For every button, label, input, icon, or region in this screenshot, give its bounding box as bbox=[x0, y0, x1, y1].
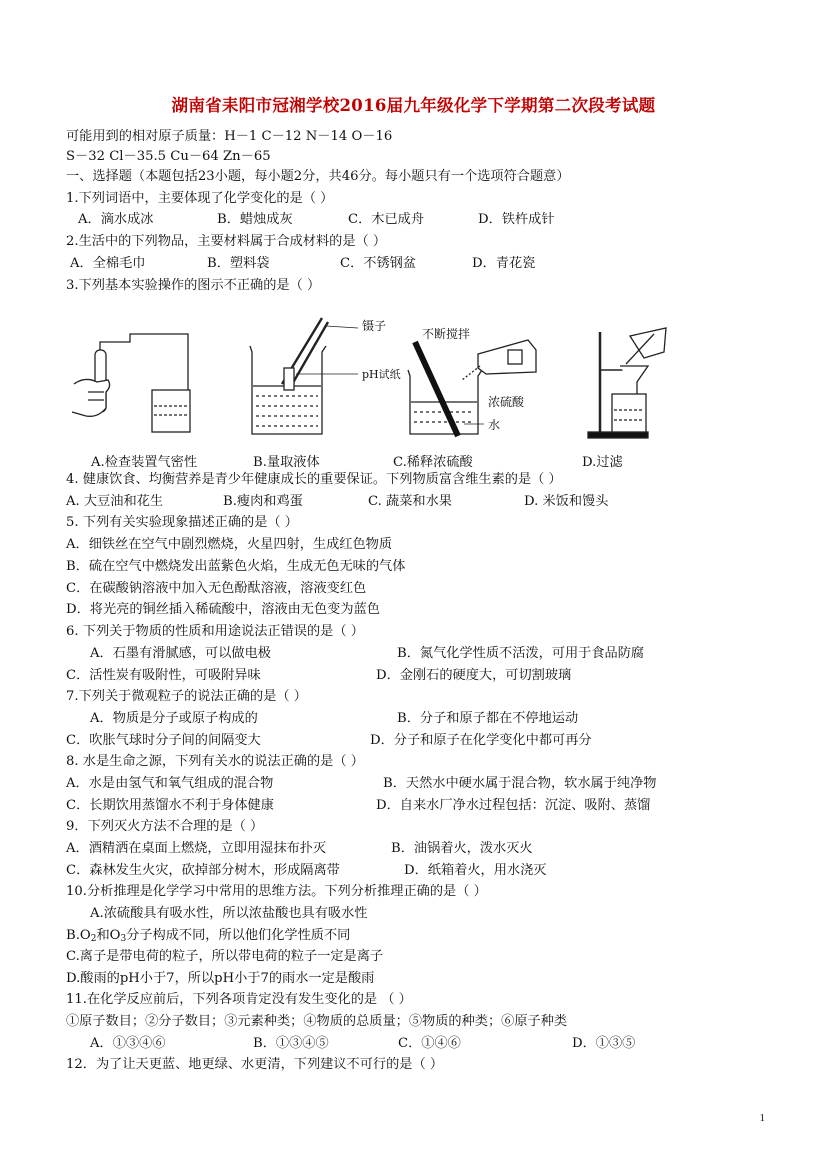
q5-option-c: C．在碳酸钠溶液中加入无色酚酞溶液，溶液变红色 bbox=[66, 581, 367, 596]
question-1-stem: 1.下列词语中，主要体现了化学变化的是（ ） bbox=[66, 191, 334, 206]
q11-option-d: D．①③⑤ bbox=[572, 1036, 636, 1051]
q8-option-b: B．天然水中硬水属于混合物，软水属于纯净物 bbox=[383, 776, 657, 791]
filtration-illustration bbox=[588, 328, 666, 438]
q3-option-a: A.检查装置气密性 bbox=[91, 455, 198, 470]
q6-option-b: B．氮气化学性质不活泼，可用于食品防腐 bbox=[397, 646, 645, 661]
ph-test-illustration bbox=[250, 318, 358, 434]
q9-option-b: B．油锅着火，泼水灭火 bbox=[391, 841, 533, 856]
q3-option-c: C.稀释浓硫酸 bbox=[393, 455, 473, 470]
q5-option-a: A．细铁丝在空气中剧烈燃烧，火星四射，生成红色物质 bbox=[66, 537, 393, 552]
q6-option-d: D．金刚石的硬度大，可切割玻璃 bbox=[376, 668, 572, 683]
airtightness-check-illustration bbox=[72, 334, 190, 432]
label-stir: 不断搅拌 bbox=[422, 327, 471, 341]
q7-option-c: C．吹胀气球时分子间的间隔变大 bbox=[66, 733, 261, 748]
q8-option-a: A．水是由氢气和氧气组成的混合物 bbox=[66, 776, 274, 791]
q9-option-a: A．酒精洒在桌面上燃烧，立即用湿抹布扑灭 bbox=[66, 841, 327, 856]
atomic-masses-line2: S－32 Cl－35.5 Cu－64 Zn－65 bbox=[66, 149, 271, 164]
q10-option-b-part3: 分子构成不同，所以他们化学性质不同 bbox=[126, 928, 351, 943]
question-9-stem: 9．下列灭火方法不合理的是（ ） bbox=[66, 819, 264, 834]
question-6-stem: 6. 下列关于物质的性质和用途说法正错误的是（ ） bbox=[66, 624, 364, 639]
atomic-masses-line1: 可能用到的相对原子质量：H－1 C－12 N－14 O－16 bbox=[66, 129, 393, 144]
question-4-stem: 4. 健康饮食、均衡营养是青少年健康成长的重要保证。下列物质富含维生素的是（ ） bbox=[66, 472, 562, 487]
q4-option-b: B.瘦肉和鸡蛋 bbox=[223, 494, 303, 509]
question-7-stem: 7.下列关于微观粒子的说法正确的是（ ） bbox=[66, 689, 307, 704]
q4-option-a: A. 大豆油和花生 bbox=[66, 494, 164, 509]
q9-option-c: C．森林发生火灾，砍掉部分树木，形成隔离带 bbox=[66, 863, 340, 878]
question-2-stem: 2.生活中的下列物品，主要材料属于合成材料的是（ ） bbox=[66, 234, 387, 249]
q2-option-d: D．青花瓷 bbox=[472, 256, 536, 271]
q10-option-b-part2: 和O bbox=[96, 928, 121, 943]
q11-option-c: C．①④⑥ bbox=[398, 1036, 461, 1051]
label-concentrated-acid: 浓硫酸 bbox=[488, 395, 525, 409]
q7-option-b: B．分子和原子都在不停地运动 bbox=[397, 711, 579, 726]
q7-option-a: A．物质是分子或原子构成的 bbox=[90, 711, 258, 726]
subscript-2: 2 bbox=[90, 934, 97, 944]
question-10-stem: 10.分析推理是化学学习中常用的思维方法。下列分析推理正确的是（ ） bbox=[66, 884, 487, 899]
question-11-stem: 11.在化学反应前后，下列各项肯定没有发生变化的是 （ ） bbox=[66, 992, 412, 1007]
q9-option-d: D．纸箱着火，用水浇灭 bbox=[404, 863, 547, 878]
page-title: 湖南省耒阳市冠湘学校2016届九年级化学下学期第二次段考试题 bbox=[171, 96, 656, 115]
q4-option-c: C. 蔬菜和水果 bbox=[368, 494, 452, 509]
q11-option-b: B．①③④⑤ bbox=[253, 1036, 329, 1051]
q5-option-d: D．将光亮的铜丝插入稀硫酸中，溶液由无色变为蓝色 bbox=[66, 602, 380, 617]
q3-option-b: B.量取液体 bbox=[253, 455, 320, 470]
q5-option-b: B．硫在空气中燃烧发出蓝紫色火焰，生成无色无味的气体 bbox=[66, 559, 406, 574]
question-5-stem: 5. 下列有关实验现象描述正确的是（ ） bbox=[66, 515, 298, 530]
label-water: 水 bbox=[488, 418, 501, 432]
q10-option-d: D.酸雨的pH小于7，所以pH小于7的雨水一定是酸雨 bbox=[66, 971, 375, 986]
q11-option-a: A．①③④⑥ bbox=[90, 1036, 166, 1051]
q10-option-b-part1: B.O bbox=[66, 928, 91, 943]
question-12-stem: 12．为了让天更蓝、地更绿、水更清，下列建议不可行的是（ ） bbox=[66, 1057, 444, 1072]
label-ph-paper: pH试纸 bbox=[362, 368, 401, 381]
experiment-figures bbox=[60, 312, 760, 440]
question-8-stem: 8. 水是生命之源，下列有关水的说法正确的是（ ） bbox=[66, 754, 364, 769]
q1-option-b: B．蜡烛成灰 bbox=[217, 212, 293, 227]
q10-option-a: A.浓硫酸具有吸水性，所以浓盐酸也具有吸水性 bbox=[90, 906, 368, 921]
q1-option-d: D．铁杵成针 bbox=[478, 212, 555, 227]
q11-items: ①原子数目；②分子数目；③元素种类；④物质的总质量；⑤物质的种类；⑥原子种类 bbox=[66, 1014, 568, 1029]
q2-option-a: A．全棉毛巾 bbox=[70, 256, 146, 271]
q10-option-c: C.离子是带电荷的粒子，所以带电荷的粒子一定是离子 bbox=[66, 949, 384, 964]
q8-option-d: D．自来水厂净水过程包括：沉淀、吸附、蒸馏 bbox=[376, 798, 651, 813]
dilute-acid-illustration bbox=[408, 340, 536, 436]
q6-option-c: C．活性炭有吸附性，可吸附异味 bbox=[66, 668, 261, 683]
q3-option-d: D.过滤 bbox=[582, 455, 623, 470]
q1-option-c: C．木已成舟 bbox=[348, 212, 425, 227]
label-tweezers: 镊子 bbox=[362, 319, 387, 333]
q8-option-c: C．长期饮用蒸馏水不利于身体健康 bbox=[66, 798, 274, 813]
q7-option-d: D．分子和原子在化学变化中都可再分 bbox=[370, 733, 592, 748]
subscript-3: 3 bbox=[120, 934, 127, 944]
q10-option-b bbox=[66, 927, 350, 948]
q2-option-c: C．不锈钢盆 bbox=[340, 256, 417, 271]
q4-option-d: D. 米饭和馒头 bbox=[524, 494, 609, 509]
question-3-stem: 3.下列基本实验操作的图示不正确的是（ ） bbox=[66, 278, 321, 293]
section-heading: 一、选择题（本题包括23小题，每小题2分，共46分。每小题只有一个选项符合题意） bbox=[66, 169, 570, 184]
q6-option-a: A．石墨有滑腻感，可以做电极 bbox=[90, 646, 271, 661]
q1-option-a: A．滴水成冰 bbox=[78, 212, 154, 227]
page-number: 1 bbox=[759, 1112, 765, 1124]
q2-option-b: B．塑料袋 bbox=[207, 256, 270, 271]
